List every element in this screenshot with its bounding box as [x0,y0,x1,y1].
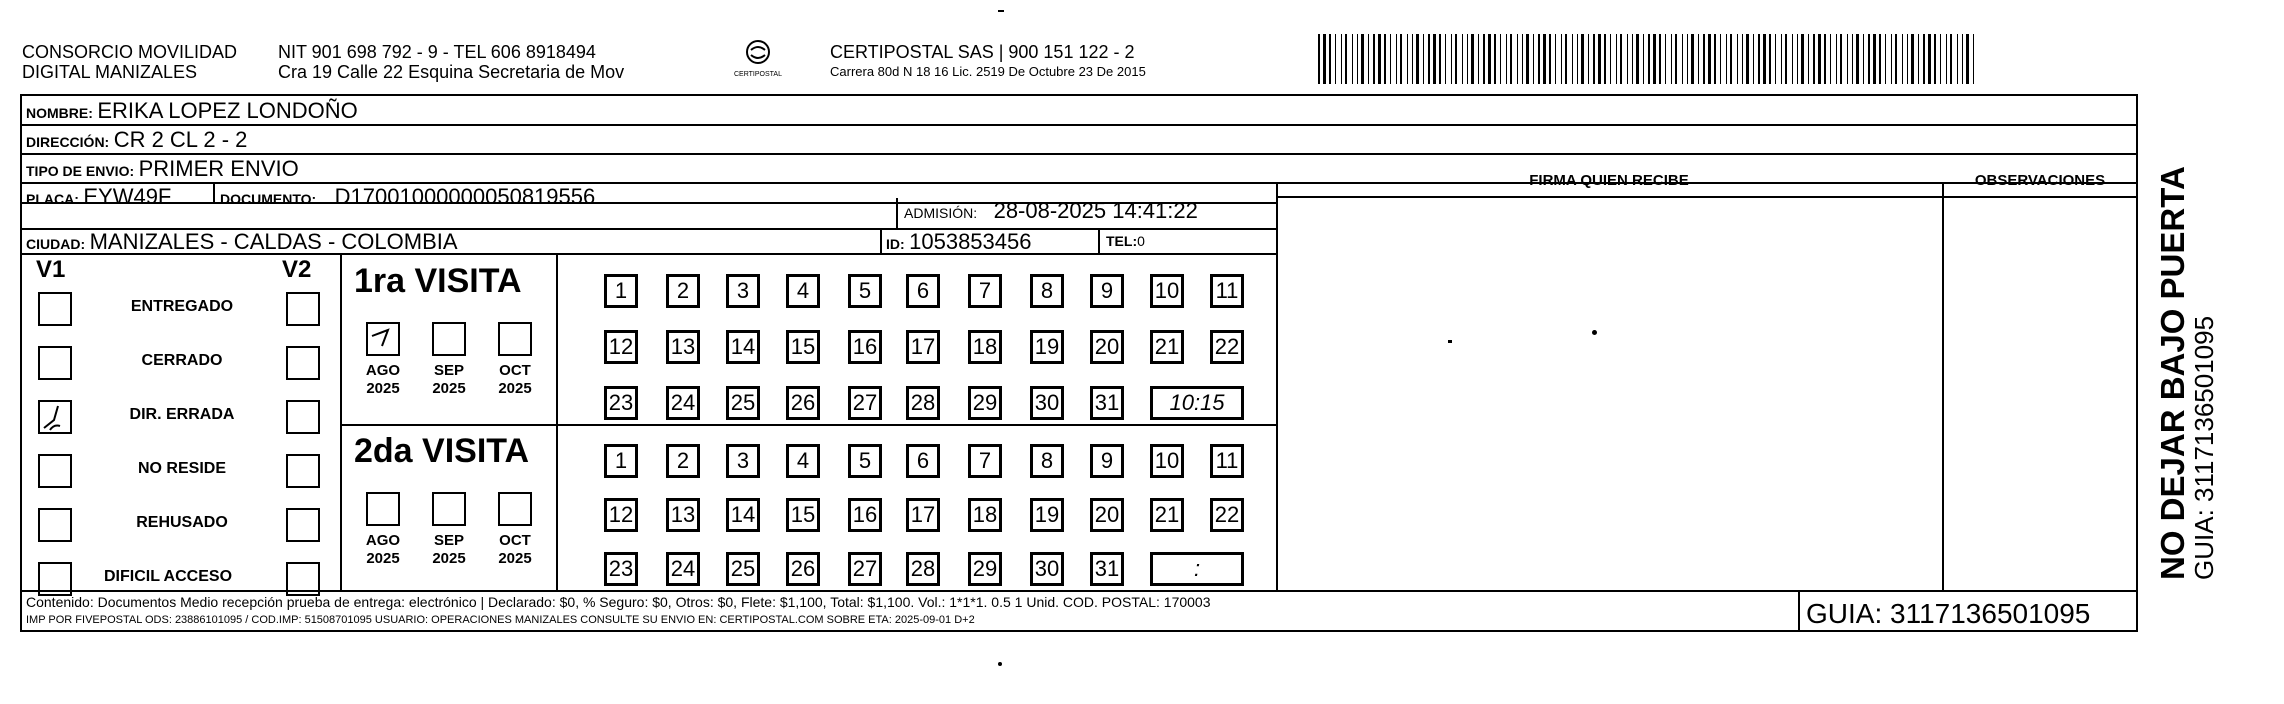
v1-checkbox[interactable] [38,562,72,596]
day-cell[interactable]: 4 [786,274,820,308]
day-cell[interactable]: 29 [968,552,1002,586]
status-option-label: DIR. ERRADA [129,406,235,423]
day-cell[interactable]: 17 [906,498,940,532]
day-cell[interactable]: 2 [666,274,700,308]
side-text [2154,100,2219,580]
day-cell[interactable]: 7 [968,444,1002,478]
tel-label: TEL: [1106,233,1138,249]
month-checkbox[interactable] [432,322,466,356]
day-cell[interactable]: 21 [1150,498,1184,532]
day-cell[interactable]: 23 [604,386,638,420]
v1-label: V1 [36,256,66,283]
month-checkbox[interactable] [498,492,532,526]
day-cell[interactable]: 5 [848,444,882,478]
divider [20,124,2138,126]
day-cell[interactable]: 12 [604,498,638,532]
signature-dot [1592,330,1597,335]
status-option-label: REHUSADO [136,514,228,531]
day-cell[interactable]: 13 [666,498,700,532]
status-option-label: CERRADO [141,352,223,369]
month-label: AGO 2025 [365,532,401,567]
day-cell[interactable]: 27 [848,386,882,420]
tipo-value: PRIMER ENVIO [138,156,299,181]
day-cell[interactable]: 6 [906,444,940,478]
contenido-text: Contenido: Documentos Medio recepción prueba de entrega: electrónico | Declarado: $0, % Seguro: $0, Otros: $0, Flete: $1,100, Total: $1,100. Vol.: 1*1*1. 0.5 1 Unid. COD. POSTAL: 170003 [26,594,1211,610]
day-cell[interactable]: 15 [786,498,820,532]
observaciones-header: OBSERVACIONES [1974,172,2106,189]
day-cell[interactable]: 25 [726,552,760,586]
barcode [1318,34,1978,84]
admision-row [904,198,1198,224]
day-cell[interactable]: 22 [1210,330,1244,364]
day-cell[interactable]: 23 [604,552,638,586]
divider [20,590,2138,592]
v2-checkbox[interactable] [286,400,320,434]
day-cell[interactable]: 8 [1030,444,1064,478]
day-cell[interactable]: 12 [604,330,638,364]
day-cell[interactable]: 28 [906,552,940,586]
day-cell[interactable]: 10 [1150,444,1184,478]
nombre-value: ERIKA LOPEZ LONDOÑO [97,98,358,123]
month-label: SEP 2025 [432,532,466,567]
address-text: Cra 19 Calle 22 Esquina Secretaria de Mov [278,62,625,82]
day-cell[interactable]: 22 [1210,498,1244,532]
divider [1098,228,1100,253]
day-cell[interactable]: 9 [1090,274,1124,308]
status-option-label: NO RESIDE [137,460,226,477]
status-option-label: ENTREGADO [130,298,234,315]
tipo-label: TIPO DE ENVIO: [26,163,135,179]
day-cell[interactable]: 27 [848,552,882,586]
time-field[interactable]: 10:15 [1150,386,1244,420]
divider [880,228,882,253]
placa-value: EYW49F [83,184,172,209]
v2-checkbox[interactable] [286,292,320,326]
side-guia-text: GUIA: 3117136501095 [2189,315,2219,580]
id-value: 1053853456 [909,229,1032,254]
v2-checkbox[interactable] [286,508,320,542]
month-checkbox[interactable] [498,322,532,356]
day-cell[interactable]: 26 [786,386,820,420]
v1-checkbox[interactable] [38,508,72,542]
company-line2: DIGITAL MANIZALES [22,62,198,82]
documento-label: DOCUMENTO: [220,191,317,207]
divider [896,198,898,228]
direccion-row [26,127,247,153]
documento-value: D17001000000050819556 [334,184,596,209]
divider [340,424,1276,426]
placa-row [26,184,171,210]
stray-dot [998,662,1002,666]
firma-header: FIRMA QUIEN RECIBE [1529,172,1689,189]
day-cell[interactable]: 19 [1030,330,1064,364]
tel-row [1106,233,1145,251]
day-cell[interactable]: 20 [1090,330,1124,364]
visit1-title: 1ra VISITA [354,262,522,300]
divider [20,153,2138,155]
day-cell[interactable]: 20 [1090,498,1124,532]
day-cell[interactable]: 4 [786,444,820,478]
day-cell[interactable]: 31 [1090,552,1124,586]
month-label: AGO 2025 [365,362,401,397]
id-label: ID: [886,236,905,252]
divider [1798,590,1800,632]
day-cell[interactable]: 29 [968,386,1002,420]
footer-guia: GUIA: 3117136501095 [1806,598,2091,629]
day-cell[interactable]: 11 [1210,444,1244,478]
v1-checkbox[interactable] [38,346,72,380]
month-checkbox[interactable] [432,492,466,526]
signature-mark [1448,340,1452,343]
day-cell[interactable]: 30 [1030,552,1064,586]
stray-mark [998,10,1004,12]
day-cell[interactable]: 25 [726,386,760,420]
day-cell[interactable]: 16 [848,498,882,532]
placa-label: PLACA: [26,191,79,207]
tipo-row [26,156,299,182]
direccion-label: DIRECCIÓN: [26,134,110,150]
divider [213,184,215,203]
logo-text: CERTIPOSTAL [734,71,782,78]
day-cell[interactable]: 1 [604,274,638,308]
company-line1: CONSORCIO MOVILIDAD [22,42,238,62]
nombre-row [26,98,358,124]
divider [1276,196,2138,198]
day-cell[interactable]: 19 [1030,498,1064,532]
no-dejar-text: NO DEJAR BAJO PUERTA [2154,166,2191,580]
time-field[interactable]: : [1150,552,1244,586]
day-cell[interactable]: 6 [906,274,940,308]
day-cell[interactable]: 2 [666,444,700,478]
divider [556,253,558,590]
day-cell[interactable]: 9 [1090,444,1124,478]
certipostal-logo [734,36,782,80]
v2-checkbox[interactable] [286,454,320,488]
day-cell[interactable]: 21 [1150,330,1184,364]
day-cell[interactable]: 24 [666,386,700,420]
day-cell[interactable]: 14 [726,498,760,532]
divider [1942,182,1944,590]
admision-value: 28-08-2025 14:41:22 [993,198,1198,223]
month-label: OCT 2025 [498,362,532,397]
v1-checkbox[interactable] [38,454,72,488]
day-cell[interactable]: 8 [1030,274,1064,308]
v1-checkbox[interactable] [38,400,72,434]
day-cell[interactable]: 16 [848,330,882,364]
day-cell[interactable]: 31 [1090,386,1124,420]
month-label: OCT 2025 [498,532,532,567]
day-cell[interactable]: 24 [666,552,700,586]
day-cell[interactable]: 1 [604,444,638,478]
day-cell[interactable]: 26 [786,552,820,586]
v1-checkbox[interactable] [38,292,72,326]
day-cell[interactable]: 5 [848,274,882,308]
nit-text: NIT 901 698 792 - 9 - TEL 606 8918494 [278,42,596,62]
v2-label: V2 [282,256,312,283]
day-cell[interactable]: 18 [968,498,1002,532]
direccion-value: CR 2 CL 2 - 2 [113,127,248,152]
month-checkbox[interactable] [366,492,400,526]
ciudad-label: CIUDAD: [26,236,86,252]
day-cell[interactable]: 3 [726,274,760,308]
v2-checkbox[interactable] [286,346,320,380]
month-checkbox[interactable] [366,322,400,356]
day-cell[interactable]: 17 [906,330,940,364]
day-cell[interactable]: 13 [666,330,700,364]
day-cell[interactable]: 28 [906,386,940,420]
day-cell[interactable]: 15 [786,330,820,364]
status-option-label: DIFICIL ACCESO [104,568,233,585]
ciudad-row [26,229,458,255]
day-cell[interactable]: 14 [726,330,760,364]
imp-text: IMP POR FIVEPOSTAL ODS: 23886101095 / COD.IMP: 51508701095 USUARIO: OPERACIONES MANIZALES CONSULTE SU ENVIO EN: CERTIPOSTAL.COM SOBRE ETA: 2025-09-01 D+2 [26,614,975,626]
day-cell[interactable]: 3 [726,444,760,478]
day-cell[interactable]: 11 [1210,274,1244,308]
documento-row [220,184,595,210]
certipostal-address: Carrera 80d N 18 16 Lic. 2519 De Octubre 23 De 2015 [830,64,1146,79]
v2-checkbox[interactable] [286,562,320,596]
day-cell[interactable]: 18 [968,330,1002,364]
day-cell[interactable]: 7 [968,274,1002,308]
ciudad-value: MANIZALES - CALDAS - COLOMBIA [89,229,458,254]
day-cell[interactable]: 30 [1030,386,1064,420]
admision-label: ADMISIÓN: [904,205,978,221]
divider [340,253,342,590]
tel-value: 0 [1137,233,1145,249]
visit2-title: 2da VISITA [354,432,530,470]
certipostal-name: CERTIPOSTAL SAS | 900 151 122 - 2 [830,42,1135,62]
day-cell[interactable]: 10 [1150,274,1184,308]
divider [1276,182,1278,590]
month-label: SEP 2025 [432,362,466,397]
nombre-label: NOMBRE: [26,105,93,121]
id-row [886,229,1031,255]
